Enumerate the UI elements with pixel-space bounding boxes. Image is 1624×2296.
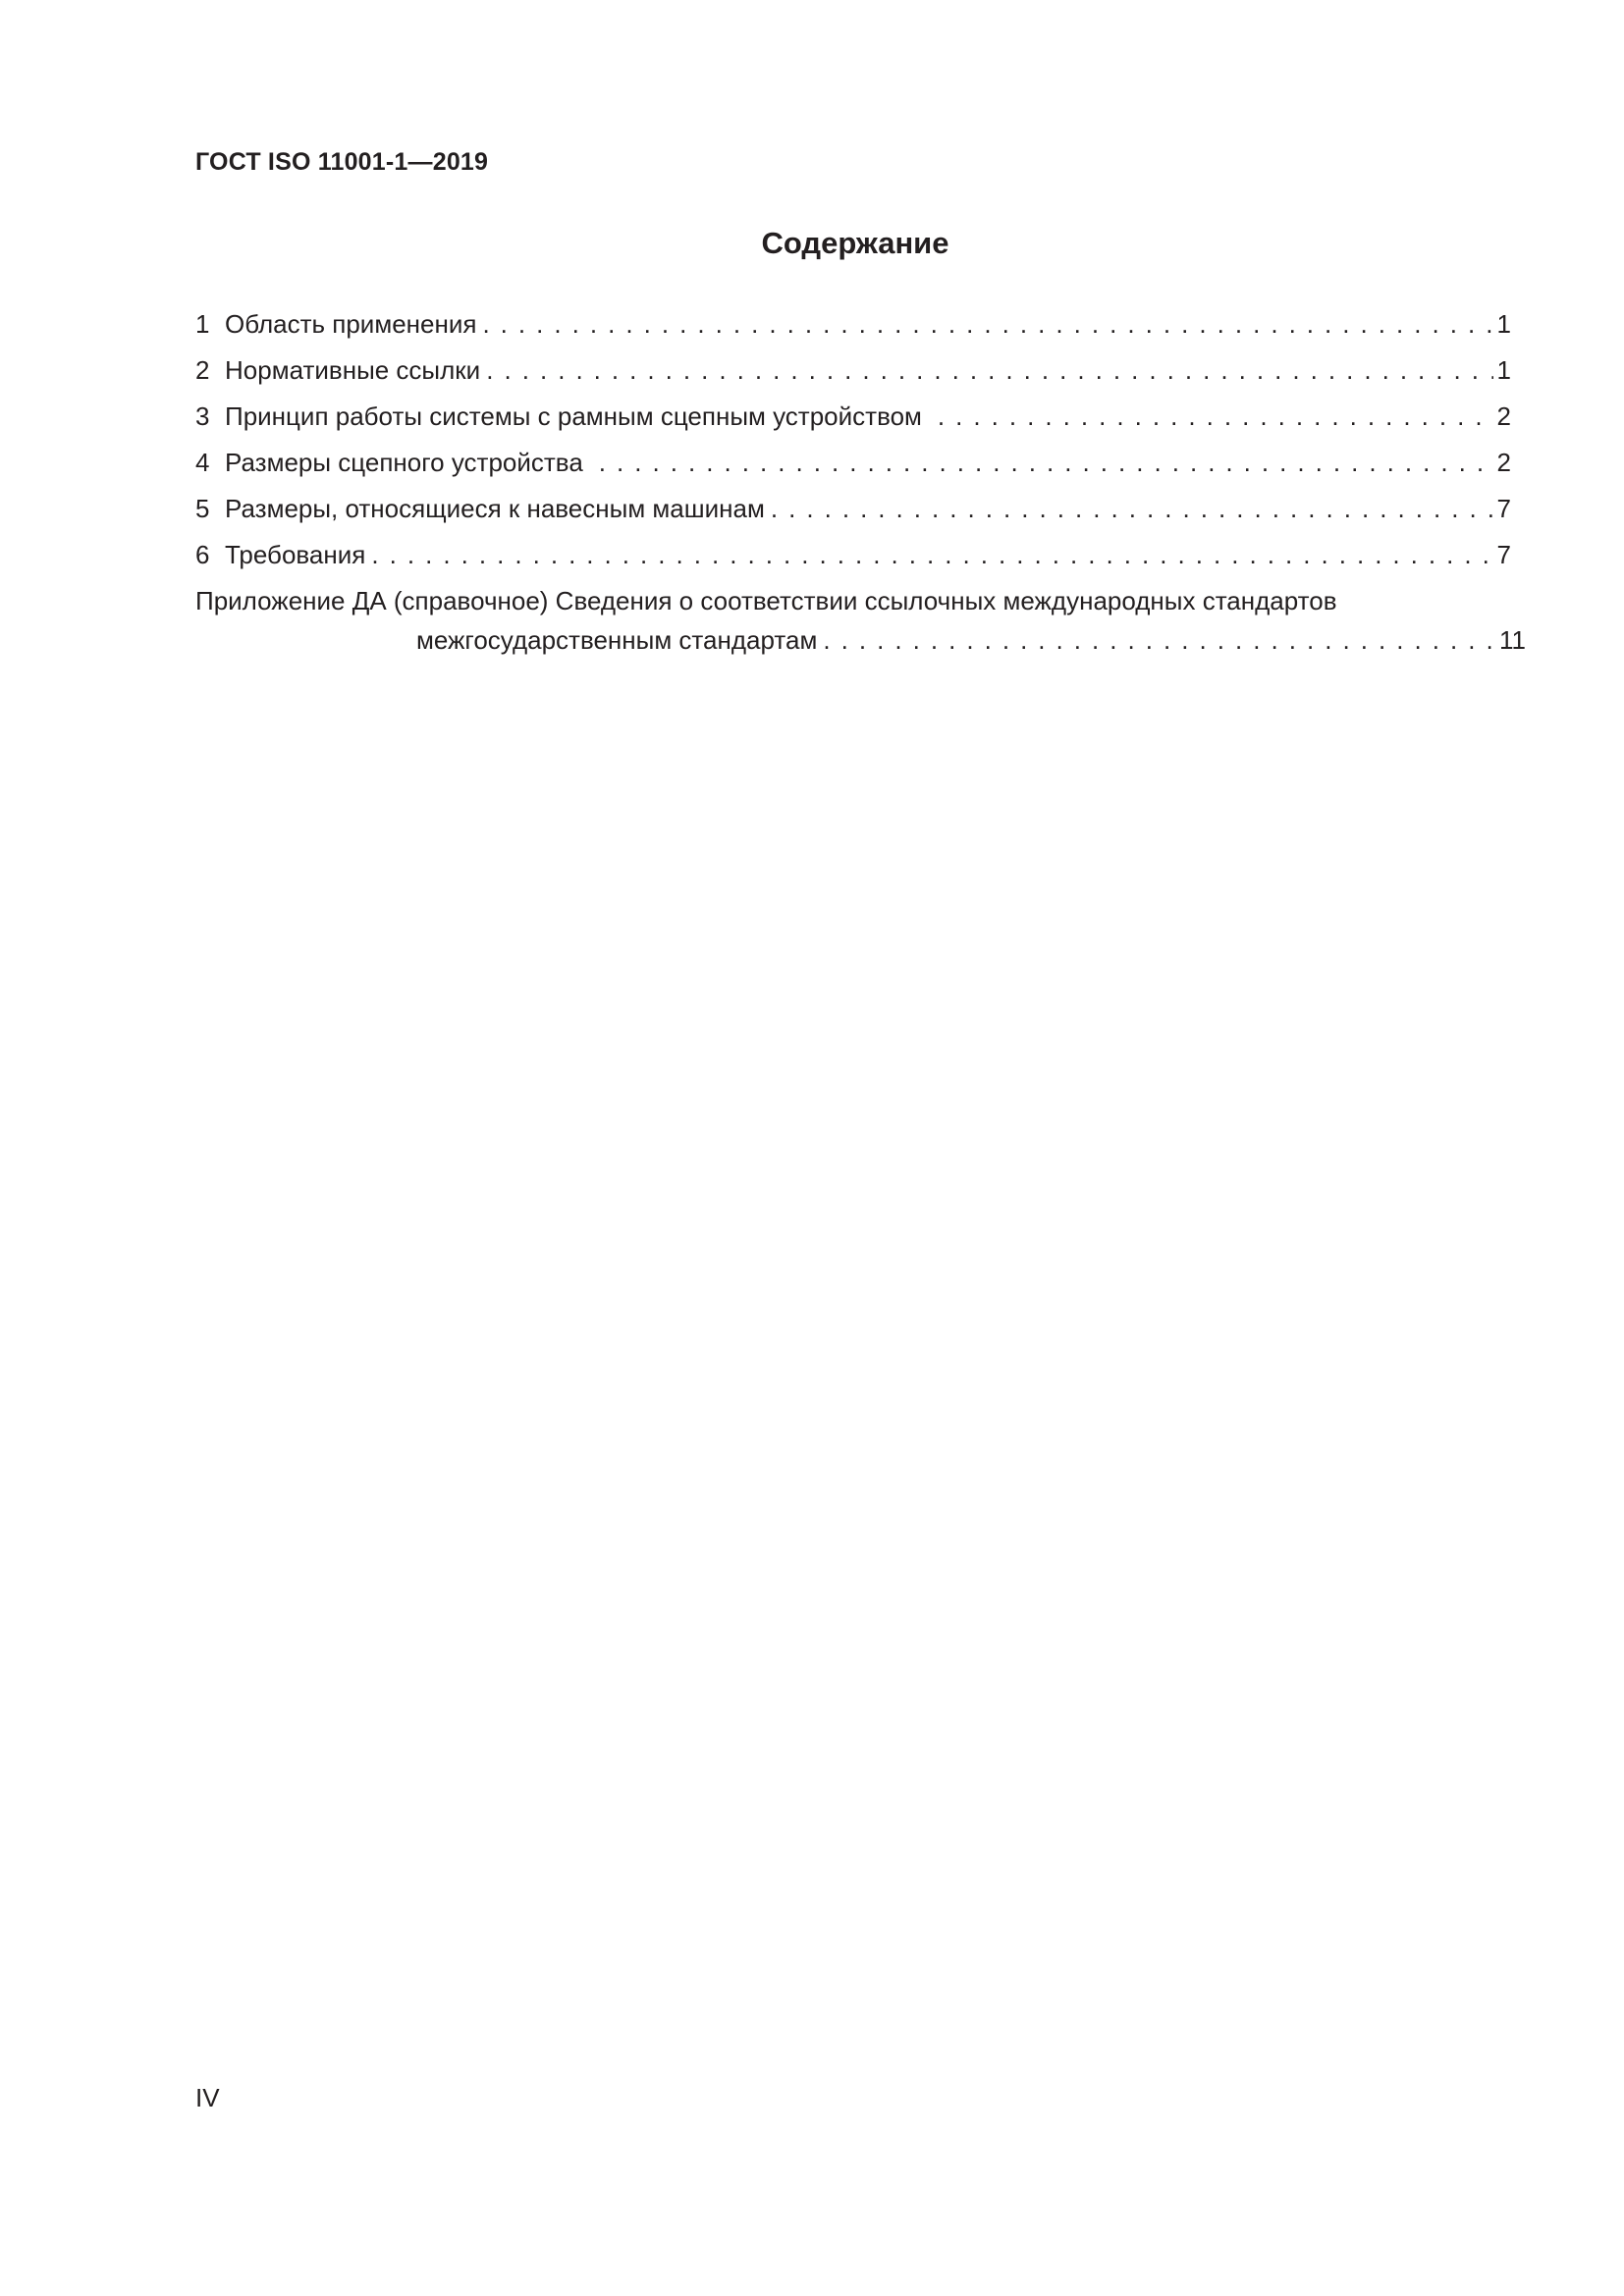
toc-leader-dots [938,400,1493,433]
toc-leader-dots [482,307,1492,341]
toc-entry-page: 7 [1496,540,1511,569]
toc-entry-number: 1 [195,309,210,339]
toc-entry-5[interactable] [195,492,1511,538]
toc-entry-label: Требования [225,540,366,569]
toc-entry-page: 2 [1496,401,1511,431]
toc-entry-page: 1 [1496,309,1511,339]
toc-entry-label: Область применения [225,309,477,339]
toc-entry-appendix[interactable] [195,584,1526,657]
toc-title: Содержание [761,226,949,260]
appendix-title: Приложение ДА (справочное) Сведения о соответствии ссылочных международных стандартов [195,586,1337,615]
toc-entry-page: 1 [1496,355,1511,385]
toc-entry-page: 7 [1496,494,1511,523]
table-of-contents [195,307,1526,657]
toc-leader-dots [823,623,1495,657]
toc-leader-dots [371,538,1492,571]
document-code: ГОСТ ISO 11001-1—2019 [195,148,489,176]
toc-entry-label: Размеры, относящиеся к навесным машинам [225,494,765,523]
toc-entry-6[interactable] [195,538,1511,584]
toc-entry-label: Размеры сцепного устройства [225,448,583,477]
toc-entry-number: 3 [195,401,210,431]
toc-leader-dots [486,353,1492,387]
toc-entry-number: 2 [195,355,210,385]
toc-entry-number: 6 [195,540,210,569]
toc-entry-number: 4 [195,448,210,477]
toc-entry-1[interactable] [195,307,1511,353]
toc-entry-4[interactable] [195,446,1511,492]
toc-entry-3[interactable] [195,400,1511,446]
toc-leader-dots [599,446,1493,479]
appendix-title-continued [195,623,1526,657]
toc-entry-2[interactable] [195,353,1511,400]
appendix-title-line2: межгосударственным стандартам [416,625,818,655]
appendix-page: 11 [1499,625,1526,655]
page-number: IV [195,2083,220,2112]
toc-leader-dots [771,492,1493,525]
toc-entry-page: 2 [1496,448,1511,477]
toc-entry-number: 5 [195,494,210,523]
toc-entry-label: Нормативные ссылки [225,355,481,385]
toc-entry-label: Принцип работы системы с рамным сцепным устройством [225,401,922,431]
